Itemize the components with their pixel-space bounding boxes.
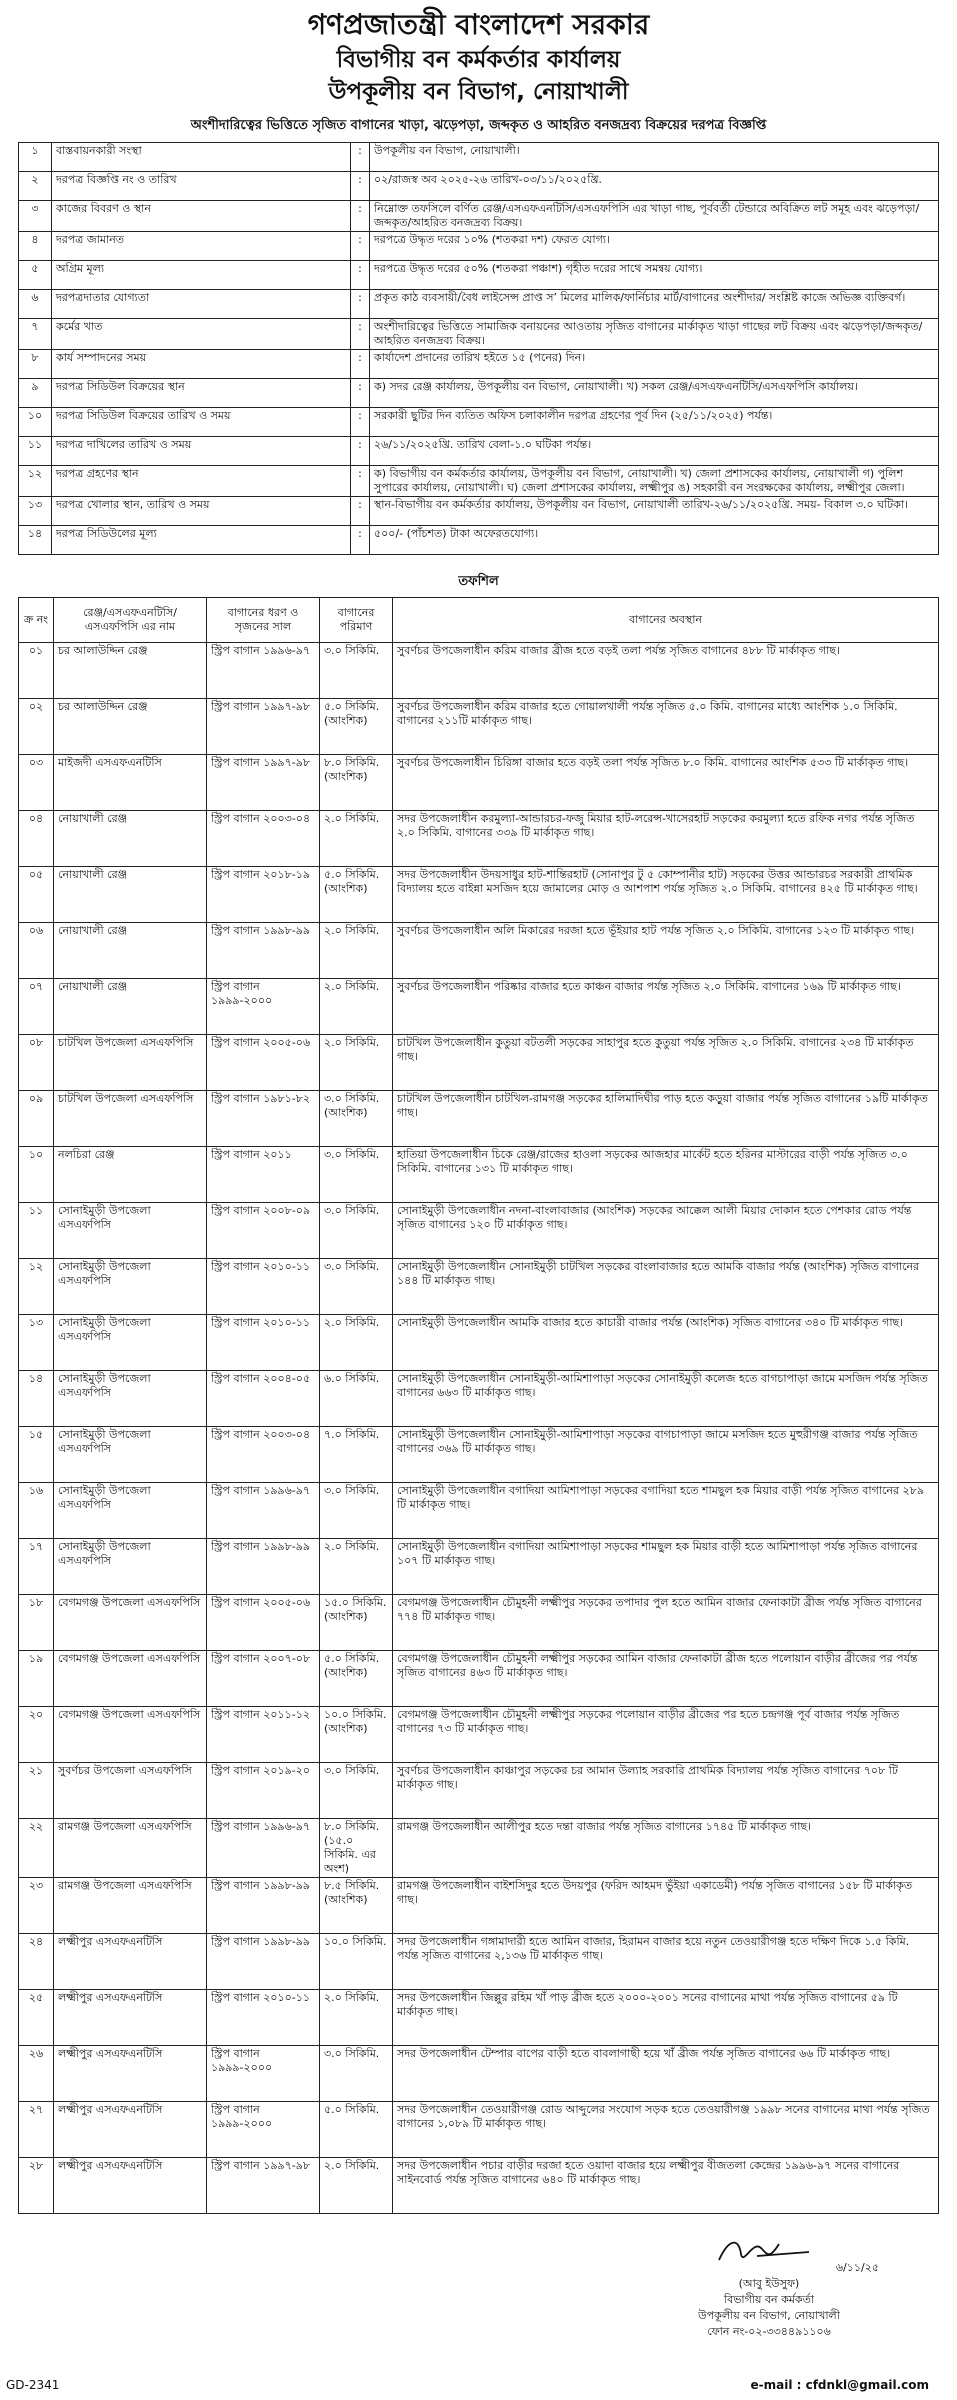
schedule-location: সদর উপজেলাধীন পচার বাড়ীর দরজা হতে ওয়াদা বাজার হয়ে লক্ষ্মীপুর বীজতলা কেন্দ্রের ১৯৯৬-৯৭ সনের বাগানের সাইনবোর্ড পর্যন্ত সৃজিত বাগানের ৬৪০ টি মার্কাকৃত গাছ।: [393, 2158, 939, 2214]
schedule-type: স্ট্রিপ বাগান ২০১০-১১: [207, 1259, 320, 1315]
header-location: বাগানের অবস্থান: [393, 598, 939, 643]
info-serial: ৫: [19, 261, 52, 290]
schedule-type: স্ট্রিপ বাগান ১৯৯৬-৯৭: [207, 1819, 320, 1878]
schedule-area: ৫.০ সিকিমি.: [320, 2102, 393, 2158]
schedule-range: সোনাইমুড়ী উপজেলা এসএফপিসি: [54, 1539, 207, 1595]
info-value: ০২/রাজস্ব অব ২০২৫-২৬ তারিখ-০৩/১১/২০২৫খ্রি.: [370, 172, 939, 201]
info-value: স্থান-বিভাগীয় বন কর্মকর্তার কার্যালয়, উপকূলীয় বন বিভাগ, নোয়াখালী তারিখ-২৬/১১/২০২৫খ্রি. সময়- বিকাল ৩.০ ঘটিকা।: [370, 497, 939, 526]
info-colon: :: [351, 319, 370, 350]
header-range: রেঞ্জ/এসএফএনটিসি/ এসএফপিসি এর নাম: [54, 598, 207, 643]
schedule-area: ১০.০ সিকিমি.: [320, 1934, 393, 1990]
schedule-range: সোনাইমুড়ী উপজেলা এসএফপিসি: [54, 1315, 207, 1371]
schedule-range: লক্ষ্মীপুর এসএফএনটিসি: [54, 1934, 207, 1990]
info-value: অংশীদারিত্বের ভিত্তিতে সামাজিক বনায়নের আওতায় সৃজিত বাগানের মার্কাকৃত খাড়া গাছের লট বিক্রয় এবং ঝড়েপড়া/জব্দকৃত/আহরিত বনজদ্রব্য বিক্রয়।: [370, 319, 939, 350]
schedule-serial: ২৭: [19, 2102, 54, 2158]
schedule-type: স্ট্রিপ বাগান ১৯৯৬-৯৭: [207, 1483, 320, 1539]
info-label: দরপত্র দাখিলের তারিখ ও সময়: [52, 437, 351, 466]
info-row: [19, 232, 939, 261]
schedule-type: স্ট্রিপ বাগান ২০১৯-২০: [207, 1763, 320, 1819]
schedule-area: ৫.০ সিকিমি. (আংশিক): [320, 1651, 393, 1707]
schedule-type: স্ট্রিপ বাগান ১৯৯৮-৯৯: [207, 1934, 320, 1990]
schedule-row: [19, 1878, 939, 1934]
schedule-range: সুবর্ণচর উপজেলা এসএফপিসি: [54, 1763, 207, 1819]
info-row: [19, 143, 939, 172]
schedule-area: ৩.০ সিকিমি.: [320, 2046, 393, 2102]
schedule-area: ৮.০ সিকিমি. (১৫.০ সিকিমি. এর অংশ): [320, 1819, 393, 1878]
schedule-location: সদর উপজেলাধীন টেম্পার বাপের বাড়ী হতে বাবলাগাছী হয়ে খাঁ ব্রীজ পর্যন্ত সৃজিত বাগানের ৬৬ টি মার্কাকৃত গাছ।: [393, 2046, 939, 2102]
info-row: [19, 261, 939, 290]
schedule-range: নলচিরা রেঞ্জ: [54, 1147, 207, 1203]
schedule-area: ২.০ সিকিমি.: [320, 2158, 393, 2214]
schedule-title: তফশিল: [458, 574, 499, 589]
division-title: উপকূলীয় বন বিভাগ, নোয়াখালী: [328, 79, 629, 105]
schedule-location: হাতিয়া উপজেলাধীন চিকে রেঞ্জ/রাজের হাওলা সড়কের আজহার মার্কেট হতে হরিনর মাস্টারের বাড়ী পর্যন্ত সৃজিত ৩.০ সিকিমি. বাগানের ১৩১ টি মার্কাকৃত গাছ।: [393, 1147, 939, 1203]
schedule-serial: ০২: [19, 699, 54, 755]
info-label: কাজের বিবরণ ও স্থান: [52, 201, 351, 232]
schedule-row: [19, 1427, 939, 1483]
schedule-range: সোনাইমুড়ী উপজেলা এসএফপিসি: [54, 1427, 207, 1483]
schedule-type: স্ট্রিপ বাগান ১৯৯৭-৯৮: [207, 2158, 320, 2214]
info-colon: :: [351, 526, 370, 555]
schedule-serial: ১৫: [19, 1427, 54, 1483]
schedule-row: [19, 1035, 939, 1091]
schedule-row: [19, 755, 939, 811]
schedule-serial: ০৭: [19, 979, 54, 1035]
info-value: উপকূলীয় বন বিভাগ, নোয়াখালী।: [370, 143, 939, 172]
info-label: অগ্রিম মূল্য: [52, 261, 351, 290]
schedule-area: ২.০ সিকিমি.: [320, 923, 393, 979]
schedule-type: স্ট্রিপ বাগান ২০১০-১১: [207, 1315, 320, 1371]
schedule-serial: ২৮: [19, 2158, 54, 2214]
schedule-row: [19, 1147, 939, 1203]
schedule-location: সদর উপজেলাধীন গঙ্গামাদারী হতে আমিন বাজার, হিরামন বাজার হয়ে নতুন তেওয়ারীগঞ্জ হতে দক্ষিণ দিকে ১.৫ কিমি. পর্যন্ত সৃজিত বাগানের ২,১৩৬ টি মার্কাকৃত গাছ।: [393, 1934, 939, 1990]
schedule-range: রামগঞ্জ উপজেলা এসএফপিসি: [54, 1878, 207, 1934]
schedule-location: বেগমগঞ্জ উপজেলাধীন চৌমুহনী লক্ষ্মীপুর সড়কের আমিন বাজার ফেনাকাটা ব্রীজ হতে পলোয়ান বাড়ীর ব্রীজের পর পর্যন্ত সৃজিত বাগানের ৪৬৩ টি মার্কাকৃত গাছ।: [393, 1651, 939, 1707]
schedule-area: ১০.০ সিকিমি. (আংশিক): [320, 1707, 393, 1763]
signature-date: ৬/১১/২৫: [835, 2261, 879, 2274]
schedule-serial: ০১: [19, 643, 54, 699]
schedule-range: রামগঞ্জ উপজেলা এসএফপিসি: [54, 1819, 207, 1878]
signatory-phone: ফোন নং-০২-৩৩৪৪৯১১০৬: [707, 2325, 831, 2338]
info-label: দরপত্র খোলার স্থান, তারিখ ও সময়: [52, 497, 351, 526]
schedule-type: স্ট্রিপ বাগান ২০১১-১২: [207, 1707, 320, 1763]
info-colon: :: [351, 232, 370, 261]
schedule-location: রামগঞ্জ উপজেলাধীন বাইশসিদুর হতে উদয়পুর (ফরিদ আহমদ ভুঁইয়া একাডেমী) পর্যন্ত সৃজিত বাগানের ১৫৮ টি মার্কাকৃত গাছ।: [393, 1878, 939, 1934]
schedule-serial: ১৭: [19, 1539, 54, 1595]
info-value: ক) বিভাগীয় বন কর্মকর্তার কার্যালয়, উপকূলীয় বন বিভাগ, নোয়াখালী। খ) জেলা প্রশাসকের কার্যালয়, নোয়াখালী গ) পুলিশ সুপারের কার্যালয়, নোয়াখালী। ঘ) জেলা প্রশাসকের কার্যালয়, লক্ষ্মীপুর ঙ) সহকারী বন সংরক্ষকের কার্যালয়, লক্ষ্মীপুর জেলা।: [370, 466, 939, 497]
schedule-row: [19, 1990, 939, 2046]
schedule-location: সোনাইমুড়ী উপজেলাধীন সোনাইমুড়ী-আমিশাপাড়া সড়কের বাগচাপাড়া জামে মসজিদ হতে মুহুরীগঞ্জ বাজার পর্যন্ত সৃজিত বাগানের ৩৬৯ টি মার্কাকৃত গাছ।: [393, 1427, 939, 1483]
info-colon: :: [351, 261, 370, 290]
schedule-location: সুবর্ণচর উপজেলাধীন করিম বাজার হতে গোয়ালখালী পর্যন্ত সৃজিত ৫.০ কিমি. বাগানের মাধ্যে আংশিক ১.০ সিকিমি. বাগানের ২১১টি মার্কাকৃত গাছ।: [393, 699, 939, 755]
schedule-area: ৩.০ সিকিমি.: [320, 1483, 393, 1539]
schedule-area: ৮.০ সিকিমি. (আংশিক): [320, 755, 393, 811]
schedule-row: [19, 1651, 939, 1707]
info-serial: ১১: [19, 437, 52, 466]
schedule-location: সোনাইমুড়ী উপজেলাধীন সোনাইমুড়ী চাটখিল সড়কের বাংলাবাজার হতে আমকি বাজার পর্যন্ত (আংশিক) সৃজিত বাগানের ১৪৪ টি মার্কাকৃত গাছ।: [393, 1259, 939, 1315]
schedule-serial: ১৪: [19, 1371, 54, 1427]
schedule-type: স্ট্রিপ বাগান ১৯৮১-৮২: [207, 1091, 320, 1147]
schedule-type: স্ট্রিপ বাগান ১৯৯৯-২০০০: [207, 979, 320, 1035]
info-row: [19, 201, 939, 232]
schedule-serial: ২৪: [19, 1934, 54, 1990]
schedule-location: সুবর্ণচর উপজেলাধীন অলি মিকারের দরজা হতে ভূঁইয়ার হাট পর্যন্ত সৃজিত ২.০ সিকিমি. বাগানের ১২৩ টি মার্কাকৃত গাছ।: [393, 923, 939, 979]
schedule-area: ২.০ সিকিমি.: [320, 1315, 393, 1371]
schedule-range: নোয়াখালী রেঞ্জ: [54, 811, 207, 867]
info-colon: :: [351, 172, 370, 201]
info-row: [19, 497, 939, 526]
schedule-serial: ১০: [19, 1147, 54, 1203]
info-row: [19, 466, 939, 497]
info-label: দরপত্র সিডিউলের মূল্য: [52, 526, 351, 555]
info-row: [19, 408, 939, 437]
info-serial: ২: [19, 172, 52, 201]
schedule-row: [19, 1707, 939, 1763]
schedule-location: রামগঞ্জ উপজেলাধীন আলীপুর হতে দন্তা বাজার পর্যন্ত সৃজিত বাগানের ১৭৪৫ টি মার্কাকৃত গাছ।: [393, 1819, 939, 1878]
info-serial: ৮: [19, 350, 52, 379]
schedule-area: ৫.০ সিকিমি. (আংশিক): [320, 699, 393, 755]
schedule-row: [19, 867, 939, 923]
info-colon: :: [351, 379, 370, 408]
schedule-row: [19, 1595, 939, 1651]
schedule-location: সোনাইমুড়ী উপজেলাধীন নদনা-বাংলাবাজার (আংশিক) সড়কের আক্কেল আলী মিয়ার দোকান হতে পেশকার রোড পর্যন্ত সৃজিত বাগানের ১২০ টি মার্কাকৃত গাছ।: [393, 1203, 939, 1259]
schedule-row: [19, 979, 939, 1035]
info-row: [19, 379, 939, 408]
schedule-range: চর আলাউদ্দিন রেঞ্জ: [54, 699, 207, 755]
schedule-range: লক্ষ্মীপুর এসএফএনটিসি: [54, 2046, 207, 2102]
schedule-range: মাইজদী এসএফএনটিসি: [54, 755, 207, 811]
signatory-designation: বিভাগীয় বন কর্মকর্তা: [723, 2293, 815, 2306]
schedule-area: ৩.০ সিকিমি.: [320, 643, 393, 699]
schedule-location: সদর উপজেলাধীন তেওয়ারীগঞ্জ রোড আব্দুলের সংযোগ সড়ক হতে তেওয়ারীগঞ্জ ১৯৯৮ সনের বাগানের মাথা পর্যন্ত সৃজিত বাগানের ১,০৮৯ টি মার্কাকৃত গাছ।: [393, 2102, 939, 2158]
schedule-area: ৭.০ সিকিমি.: [320, 1427, 393, 1483]
schedule-type: স্ট্রিপ বাগান ১৯৯৬-৯৭: [207, 643, 320, 699]
schedule-row: [19, 1763, 939, 1819]
schedule-location: সোনাইমুড়ী উপজেলাধীন বগাদিয়া আমিশাপাড়া সড়কের বগাদিয়া হতে শামছুল হক মিয়ার বাড়ী পর্যন্ত সৃজিত বাগানের ২৮৯ টি মার্কাকৃত গাছ।: [393, 1483, 939, 1539]
info-label: দরপত্র গ্রহণের স্থান: [52, 466, 351, 497]
schedule-type: স্ট্রিপ বাগান ১৯৯৭-৯৮: [207, 755, 320, 811]
info-colon: :: [351, 437, 370, 466]
info-value: সরকারী ছুটির দিন ব্যতিত অফিস চলাকালীন দরপত্র গ্রহণের পূর্ব দিন (২৫/১১/২০২৫) পর্যন্ত।: [370, 408, 939, 437]
schedule-range: বেগমগঞ্জ উপজেলা এসএফপিসি: [54, 1707, 207, 1763]
schedule-range: সোনাইমুড়ী উপজেলা এসএফপিসি: [54, 1203, 207, 1259]
schedule-type: স্ট্রিপ বাগান ১৯৯৮-৯৯: [207, 923, 320, 979]
notice-header: [18, 6, 939, 108]
schedule-range: সোনাইমুড়ী উপজেলা এসএফপিসি: [54, 1259, 207, 1315]
info-serial: ৩: [19, 201, 52, 232]
schedule-location: সুবর্ণচর উপজেলাধীন পরিষ্কার বাজার হতে কাঞ্চন বাজার পর্যন্ত সৃজিত ২.০ সিকিমি. বাগানের ১৬৯ টি মার্কাকৃত গাছ।: [393, 979, 939, 1035]
schedule-range: লক্ষ্মীপুর এসএফএনটিসি: [54, 2102, 207, 2158]
info-label: বাস্তবায়নকারী সংস্থা: [52, 143, 351, 172]
schedule-area: ৮.৫ সিকিমি. (আংশিক): [320, 1878, 393, 1934]
schedule-serial: ২৬: [19, 2046, 54, 2102]
schedule-location: সদর উপজেলাধীন করমুল্যা-আন্ডারচর-ফজু মিয়ার হাট-লরেন্স-খাসেরহাট সড়কের করমুল্যা হতে রফিক নগর পর্যন্ত সৃজিত ২.০ সিকিমি. বাগানের ৩৩৯ টি মার্কাকৃত গাছ।: [393, 811, 939, 867]
info-colon: :: [351, 408, 370, 437]
info-label: দরপত্র জামানত: [52, 232, 351, 261]
schedule-row: [19, 2046, 939, 2102]
info-value: প্রকৃত কাঠ ব্যবসায়ী/বৈধ লাইসেন্স প্রাপ্ত স’ মিলের মালিক/ফার্নিচার মার্ট/বাগানের অংশীদার/ সংশ্লিষ্ট কাজে অভিজ্ঞ ব্যক্তিবর্গ।: [370, 290, 939, 319]
schedule-row: [19, 699, 939, 755]
signatory-name: (আবু ইউসুফ): [738, 2277, 800, 2290]
schedule-area: ৬.০ সিকিমি.: [320, 1371, 393, 1427]
schedule-location: সোনাইমুড়ী উপজেলাধীন সোনাইমুড়ী-আমিশাপাড়া সড়কের সোনাইমুড়ী কলেজ হতে বাগচাপাড়া জামে মসজিদ পর্যন্ত সৃজিত বাগানের ৬৬৩ টি মার্কাকৃত গাছ।: [393, 1371, 939, 1427]
info-colon: :: [351, 143, 370, 172]
schedule-range: সোনাইমুড়ী উপজেলা এসএফপিসি: [54, 1483, 207, 1539]
info-row: [19, 290, 939, 319]
schedule-location: সদর উপজেলাধীন উদয়সাধুর হাট-শান্তিরহাট (সোনাপুর টু ৫ কোম্পানীর হাট) সড়কের উত্তর আন্ডারচর সরকারী প্রাথমিক বিদ্যালয় হতে বাইন্না মসজিদ হয়ে জামালের মোড় ও আশপাশ পর্যন্ত সৃজিত ২.০ সিকিমি. বাগানের ৪২৫ টি মার্কাকৃত গাছ।: [393, 867, 939, 923]
schedule-serial: ১৯: [19, 1651, 54, 1707]
schedule-type: স্ট্রিপ বাগান ১৯৯৮-৯৯: [207, 1878, 320, 1934]
schedule-type: স্ট্রিপ বাগান ২০০৭-০৮: [207, 1651, 320, 1707]
header-serial: ক্র নং: [19, 598, 54, 643]
schedule-range: নোয়াখালী রেঞ্জ: [54, 923, 207, 979]
schedule-row: [19, 1203, 939, 1259]
schedule-type: স্ট্রিপ বাগান ২০০৫-০৬: [207, 1595, 320, 1651]
schedule-table: [18, 597, 939, 2214]
info-row: [19, 319, 939, 350]
schedule-row: [19, 923, 939, 979]
schedule-location: সুবর্ণচর উপজেলাধীন কাঞ্চাপুর সড়কের চর আমান উল্যাহ সরকারি প্রাথমিক বিদ্যালয় পর্যন্ত সৃজিত বাগানের ৭০৮ টি মার্কাকৃত গাছ।: [393, 1763, 939, 1819]
schedule-row: [19, 811, 939, 867]
schedule-type: স্ট্রিপ বাগান ২০০৩-০৪: [207, 811, 320, 867]
info-label: দরপত্রদাতার যোগ্যতা: [52, 290, 351, 319]
info-serial: ১০: [19, 408, 52, 437]
info-value: নিম্নোক্ত তফসিলে বর্ণিত রেঞ্জ/এসএফএনটিসি/এসএফপিসি এর খাড়া গাছ, পূর্ববর্তী টেন্ডারে অবিক্রিত লট সমূহ এবং ঝড়েপড়া/জব্দকৃত/আহরিত বনজদ্রব্য বিক্রয়।: [370, 201, 939, 232]
info-value: দরপত্রে উদ্ধৃত দরের ১০% (শতকরা দশ) ফেরত যোগ্য।: [370, 232, 939, 261]
header-area: বাগানের পরিমাণ: [320, 598, 393, 643]
schedule-type: স্ট্রিপ বাগান ১৯৯৭-৯৮: [207, 699, 320, 755]
schedule-area: ৫.০ সিকিমি. (আংশিক): [320, 867, 393, 923]
schedule-location: সুবর্ণচর উপজেলাধীন চিরিঙ্গা বাজার হতে বড়ই তলা পর্যন্ত সৃজিত ৮.০ কিমি. বাগানের আংশিক ৫৩৩ টি মার্কাকৃত গাছ।: [393, 755, 939, 811]
schedule-row: [19, 1934, 939, 1990]
schedule-serial: ০৩: [19, 755, 54, 811]
schedule-type: স্ট্রিপ বাগান ২০০৫-০৬: [207, 1035, 320, 1091]
schedule-location: সুবর্ণচর উপজেলাধীন করিম বাজার ব্রীজ হতে বড়ই তলা পর্যন্ত সৃজিত বাগানের ৪৮৮ টি মার্কাকৃত গাছ।: [393, 643, 939, 699]
notice-subtitle: অংশীদারিত্বের ভিত্তিতে সৃজিত বাগানের খাড়া, ঝড়েপড়া, জব্দকৃত ও আহরিত বনজদ্রব্য বিক্রয়ের দরপত্র বিজ্ঞপ্তি: [190, 118, 767, 133]
info-serial: ১৪: [19, 526, 52, 555]
schedule-location: চাটখিল উপজেলাধীন চাটখিল-রামগঞ্জ সড়কের হালিমাদিঘীর পাড় হতে কড়ুয়া বাজার পর্যন্ত সৃজিত বাগানের ১৯টি মার্কাকৃত গাছ।: [393, 1091, 939, 1147]
schedule-area: ৩.০ সিকিমি.: [320, 1203, 393, 1259]
schedule-serial: ২১: [19, 1763, 54, 1819]
schedule-area: ২.০ সিকিমি.: [320, 811, 393, 867]
schedule-range: সোনাইমুড়ী উপজেলা এসএফপিসি: [54, 1371, 207, 1427]
schedule-serial: ১২: [19, 1259, 54, 1315]
schedule-row: [19, 1539, 939, 1595]
info-label: কর্মের খাত: [52, 319, 351, 350]
schedule-area: ৩.০ সিকিমি. (আংশিক): [320, 1091, 393, 1147]
schedule-serial: ০৪: [19, 811, 54, 867]
schedule-row: [19, 1483, 939, 1539]
schedule-range: লক্ষ্মীপুর এসএফএনটিসি: [54, 2158, 207, 2214]
info-colon: :: [351, 201, 370, 232]
schedule-range: লক্ষ্মীপুর এসএফএনটিসি: [54, 1990, 207, 2046]
schedule-serial: ২০: [19, 1707, 54, 1763]
schedule-serial: ১৩: [19, 1315, 54, 1371]
schedule-range: নোয়াখালী রেঞ্জ: [54, 979, 207, 1035]
info-serial: ৪: [19, 232, 52, 261]
info-colon: :: [351, 497, 370, 526]
schedule-row: [19, 1371, 939, 1427]
schedule-area: ২.০ সিকিমি.: [320, 1035, 393, 1091]
schedule-type: স্ট্রিপ বাগান ২০০৪-০৫: [207, 1371, 320, 1427]
signatory-office: উপকূলীয় বন বিভাগ, নোয়াখালী: [698, 2309, 840, 2322]
info-label: দরপত্র বিজ্ঞপ্তি নং ও তারিখ: [52, 172, 351, 201]
schedule-range: চাটখিল উপজেলা এসএফপিসি: [54, 1035, 207, 1091]
gd-code: GD-2341: [6, 2378, 60, 2392]
info-serial: ৬: [19, 290, 52, 319]
schedule-area: ৩.০ সিকিমি.: [320, 1147, 393, 1203]
info-colon: :: [351, 290, 370, 319]
schedule-range: চর আলাউদ্দিন রেঞ্জ: [54, 643, 207, 699]
info-row: [19, 437, 939, 466]
schedule-serial: ২৫: [19, 1990, 54, 2046]
info-colon: :: [351, 466, 370, 497]
schedule-serial: ০৬: [19, 923, 54, 979]
info-value: দরপত্রে উদ্ধৃত দরের ৫০% (শতকরা পঞ্চাশ) গৃহীত দরের সাথে সমন্বয় যোগ্য।: [370, 261, 939, 290]
schedule-row: [19, 643, 939, 699]
tender-info-table: [18, 142, 939, 555]
info-serial: ৯: [19, 379, 52, 408]
schedule-row: [19, 1091, 939, 1147]
info-serial: ১৩: [19, 497, 52, 526]
schedule-area: ২.০ সিকিমি.: [320, 1539, 393, 1595]
schedule-location: বেগমগঞ্জ উপজেলাধীন চৌমুহনী লক্ষ্মীপুর সড়কের তপাদার পুল হতে আমিন বাজার ফেনাকাটা ব্রীজ পর্যন্ত সৃজিত বাগানের ৭৭৪ টি মার্কাকৃত গাছ।: [393, 1595, 939, 1651]
schedule-type: স্ট্রিপ বাগান ২০১৮-১৯: [207, 867, 320, 923]
schedule-serial: ১৮: [19, 1595, 54, 1651]
schedule-location: চাটখিল উপজেলাধীন কুতুয়া বটতলী সড়কের সাহাপুর হতে কুতুয়া পর্যন্ত সৃজিত ২.০ সিকিমি. বাগানের ২৩৪ টি মার্কাকৃত গাছ।: [393, 1035, 939, 1091]
schedule-type: স্ট্রিপ বাগান ২০০৮-০৯: [207, 1203, 320, 1259]
schedule-range: বেগমগঞ্জ উপজেলা এসএফপিসি: [54, 1595, 207, 1651]
schedule-header-row: [19, 598, 939, 643]
schedule-type: স্ট্রিপ বাগান ২০১০-১১: [207, 1990, 320, 2046]
schedule-serial: ১১: [19, 1203, 54, 1259]
signature-block: [659, 2230, 879, 2340]
info-serial: ৭: [19, 319, 52, 350]
schedule-row: [19, 2102, 939, 2158]
schedule-type: স্ট্রিপ বাগান ১৯৯৯-২০০০: [207, 2102, 320, 2158]
schedule-location: সদর উপজেলাধীন জিল্লুর রহিম খাঁ পাড় ব্রীজ হতে ২০০০-২০০১ সনের বাগানের মাথা পর্যন্ত সৃজিত বাগানের ৫৯ টি মার্কাকৃত গাছ।: [393, 1990, 939, 2046]
office-email: e-mail : cfdnkl@gmail.com: [750, 2378, 929, 2392]
schedule-area: ২.০ সিকিমি.: [320, 979, 393, 1035]
info-row: [19, 526, 939, 555]
info-value: কার্যাদেশ প্রদানের তারিখ হইতে ১৫ (পনের) দিন।: [370, 350, 939, 379]
info-value: ক) সদর রেঞ্জ কার্যালয়, উপকূলীয় বন বিভাগ, নোয়াখালী। খ) সকল রেঞ্জ/এসএফএনটিসি/এসএফপিসি কার্যালয়।: [370, 379, 939, 408]
schedule-serial: ০৮: [19, 1035, 54, 1091]
info-label: দরপত্র সিডিউল বিক্রয়ের তারিখ ও সময়: [52, 408, 351, 437]
schedule-area: ১৫.০ সিকিমি. (আংশিক): [320, 1595, 393, 1651]
info-row: [19, 350, 939, 379]
info-colon: :: [351, 350, 370, 379]
schedule-serial: ২৩: [19, 1878, 54, 1934]
schedule-type: স্ট্রিপ বাগান ২০০৩-০৪: [207, 1427, 320, 1483]
schedule-range: চাটখিল উপজেলা এসএফপিসি: [54, 1091, 207, 1147]
schedule-row: [19, 1315, 939, 1371]
header-type: বাগানের ধরণ ও সৃজনের সাল: [207, 598, 320, 643]
schedule-range: নোয়াখালী রেঞ্জ: [54, 867, 207, 923]
info-serial: ১: [19, 143, 52, 172]
schedule-range: বেগমগঞ্জ উপজেলা এসএফপিসি: [54, 1651, 207, 1707]
info-label: দরপত্র সিডিউল বিক্রয়ের স্থান: [52, 379, 351, 408]
schedule-type: স্ট্রিপ বাগান ২০১১: [207, 1147, 320, 1203]
schedule-location: সোনাইমুড়ী উপজেলাধীন আমকি বাজার হতে কাচারী বাজার পর্যন্ত (আংশিক) সৃজিত বাগানের ৩৪০ টি মার্কাকৃত গাছ।: [393, 1315, 939, 1371]
schedule-location: বেগমগঞ্জ উপজেলাধীন চৌমুহনী লক্ষ্মীপুর সড়কের পলোয়ান বাড়ীর ব্রীজের পর হতে চন্দ্রগঞ্জ পূর্ব বাজার পর্যন্ত সৃজিত বাগানের ৭৩ টি মার্কাকৃত গাছ।: [393, 1707, 939, 1763]
government-title: গণপ্রজাতন্ত্রী বাংলাদেশ সরকার: [307, 8, 650, 41]
info-row: [19, 172, 939, 201]
info-value: ২৬/১১/২০২৫খ্রি. তারিখ বেলা-১.০ ঘটিকা পর্যন্ত।: [370, 437, 939, 466]
info-value: ৫০০/- (পাঁচশত) টাকা অফেরতযোগ্য।: [370, 526, 939, 555]
info-label: কার্য সম্পাদনের সময়: [52, 350, 351, 379]
schedule-type: স্ট্রিপ বাগান ১৯৯৯-২০০০: [207, 2046, 320, 2102]
info-serial: ১২: [19, 466, 52, 497]
schedule-serial: ১৬: [19, 1483, 54, 1539]
schedule-type: স্ট্রিপ বাগান ১৯৯৮-৯৯: [207, 1539, 320, 1595]
schedule-serial: ০৯: [19, 1091, 54, 1147]
schedule-location: সোনাইমুড়ী উপজেলাধীন বগাদিয়া আমিশাপাড়া সড়কের শামছুল হক মিয়ার বাড়ী হতে আমিশাপাড়া পর্যন্ত সৃজিত বাগানের ১০৭ টি মার্কাকৃত গাছ।: [393, 1539, 939, 1595]
schedule-area: ৩.০ সিকিমি.: [320, 1259, 393, 1315]
office-title: বিভাগীয় বন কর্মকর্তার কার্যালয়: [336, 47, 621, 73]
schedule-row: [19, 1259, 939, 1315]
schedule-area: ২.০ সিকিমি.: [320, 1990, 393, 2046]
schedule-row: [19, 1819, 939, 1878]
schedule-row: [19, 2158, 939, 2214]
schedule-serial: ০৫: [19, 867, 54, 923]
schedule-serial: ২২: [19, 1819, 54, 1878]
schedule-area: ৩.০ সিকিমি.: [320, 1763, 393, 1819]
